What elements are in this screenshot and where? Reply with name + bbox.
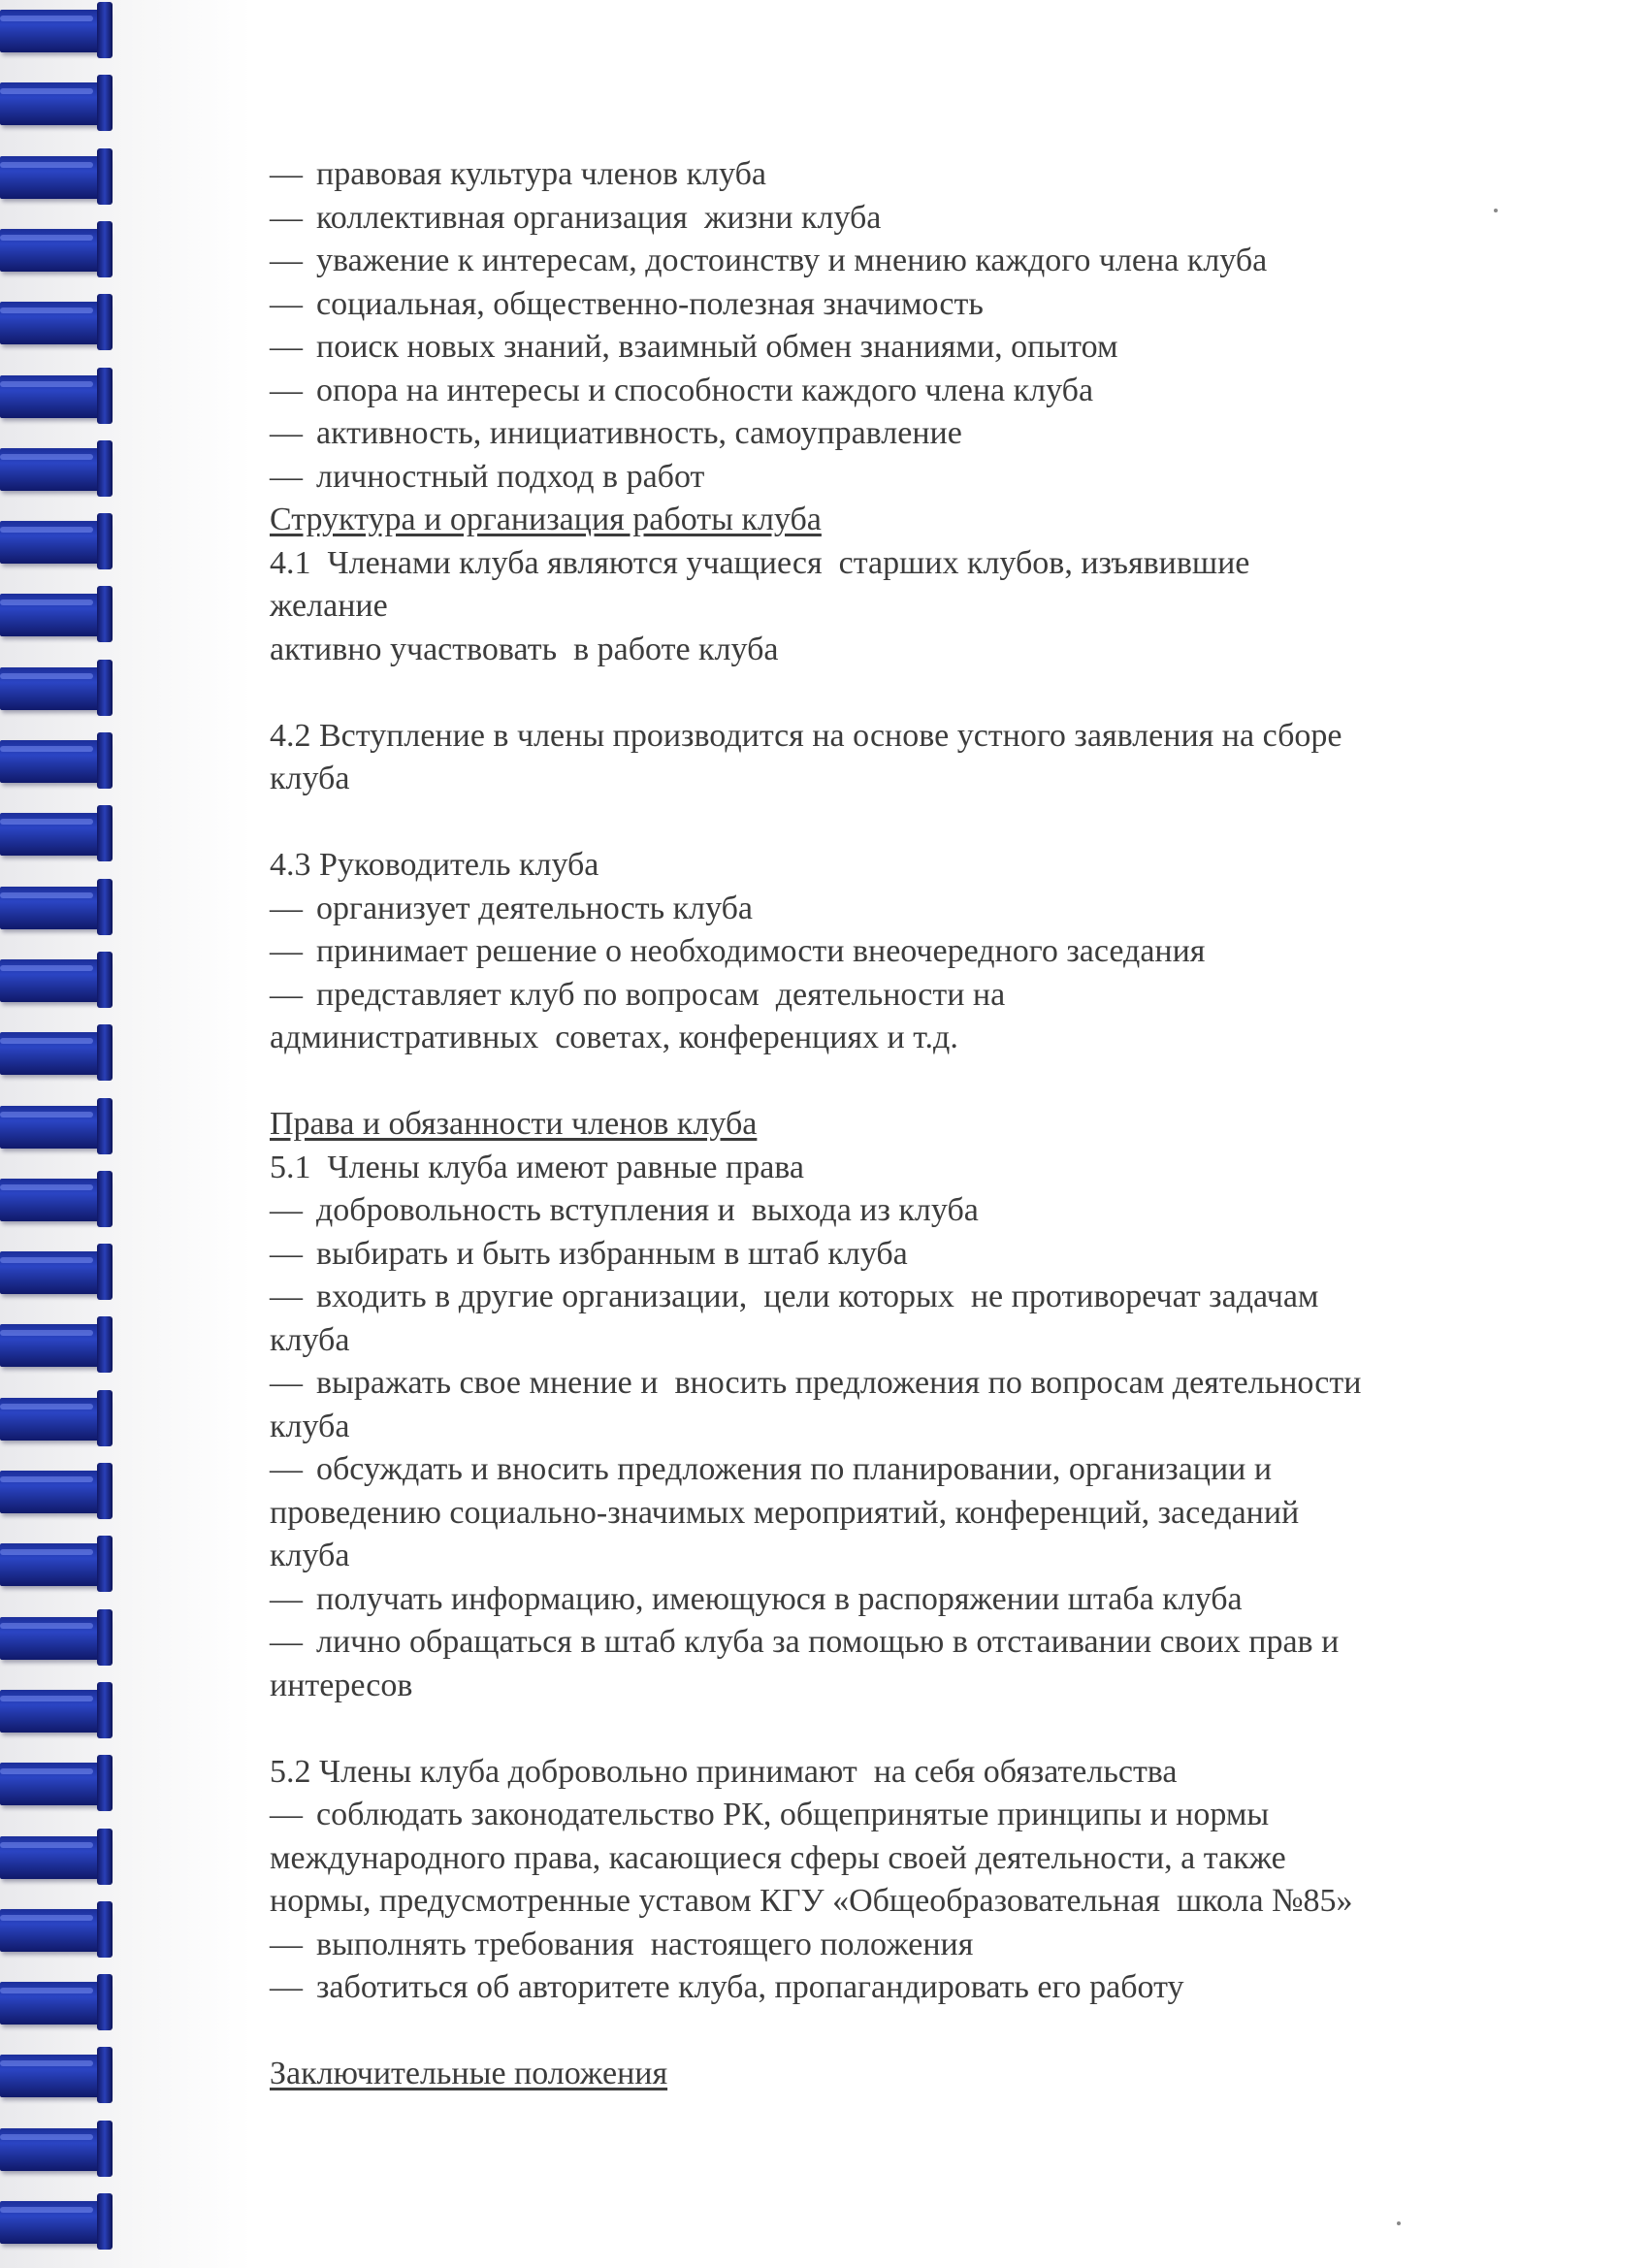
clause-5-1-item-cont: клуба	[270, 1538, 350, 1573]
binding-ring	[0, 1171, 114, 1231]
clause-5-1-item-cont: клуба	[270, 1321, 350, 1358]
binding-ring	[0, 368, 114, 428]
binding-ring	[0, 660, 114, 720]
clause-4-3: 4.3 Руководитель клуба	[270, 847, 599, 883]
binding-ring	[0, 221, 114, 281]
binding-ring	[0, 1536, 114, 1596]
clause-5-2-item: — соблюдать законодательство РК, общепринятые принципы и нормы	[270, 1797, 1270, 1832]
binding-ring	[0, 1463, 114, 1523]
blank-line	[270, 801, 1560, 845]
clause-4-1-cont: желание	[270, 588, 388, 624]
binding-ring	[0, 2121, 114, 2181]
binding-ring	[0, 75, 114, 135]
clause-5-1-item-cont: клуба	[270, 1408, 350, 1444]
blank-line	[270, 1707, 1560, 1751]
clause-5-1: 5.1 Члены клуба имеют равные права	[270, 1149, 804, 1185]
binding-ring	[0, 1390, 114, 1450]
blank-line	[270, 2010, 1560, 2054]
clause-5-1-item: — выражать свое мнение и вносить предложения по вопросам деятельности	[270, 1365, 1362, 1401]
binding-ring	[0, 1316, 114, 1377]
intro-item-5: — поиск новых знаний, взаимный обмен знаниями, опытом	[270, 329, 1118, 365]
clause-5-1-item: — добровольность вступления и выхода из клуба	[270, 1192, 979, 1228]
section-5-heading: Права и обязанности членов клуба	[270, 1106, 758, 1142]
clause-5-2: 5.2 Члены клуба добровольно принимают на себя обязательства	[270, 1753, 1178, 1790]
binding-ring	[0, 952, 114, 1012]
clause-5-1-item: — входить в другие организации, цели которых не противоречат задачам	[270, 1279, 1319, 1314]
binding-ring	[0, 2047, 114, 2107]
binding-ring	[0, 1901, 114, 1961]
clause-5-2-item-cont: международного права, касающиеся сферы своей деятельности, а также	[270, 1839, 1286, 1876]
intro-item-1: — правовая культура членов клуба	[270, 156, 766, 192]
binding-ring	[0, 1024, 114, 1085]
intro-item-6: — опора на интересы и способности каждого члена клуба	[270, 372, 1094, 408]
clause-5-1-item-cont: интересов	[270, 1667, 413, 1703]
binding-ring	[0, 513, 114, 573]
clause-5-1-item-cont: проведению социально-значимых мероприятий, конференций, заседаний	[270, 1494, 1300, 1531]
scan-speck	[1397, 2221, 1401, 2225]
intro-item-7: — активность, инициативность, самоуправление	[270, 415, 962, 451]
binding-ring	[0, 294, 114, 354]
clause-4-2: 4.2 Вступление в члены производится на основе устного заявления на сборе	[270, 717, 1342, 754]
clause-4-3-item: — принимает решение о необходимости внеочередного заседания	[270, 933, 1206, 969]
clause-5-2-item-cont: нормы, предусмотренные уставом КГУ «Общеобразовательная школа №85»	[270, 1883, 1353, 1919]
binding-ring	[0, 879, 114, 939]
binding-ring	[0, 440, 114, 501]
binding-ring	[0, 586, 114, 646]
clause-4-3-item: — представляет клуб по вопросам деятельности на	[270, 976, 1006, 1013]
clause-5-1-item: — лично обращаться в штаб клуба за помощью в отстаивании своих прав и	[270, 1624, 1340, 1660]
binding-ring	[0, 1244, 114, 1304]
binding-ring	[0, 1829, 114, 1889]
binding-ring	[0, 1609, 114, 1669]
clause-5-2-item: — выполнять требования настоящего положения	[270, 1926, 974, 1962]
clause-4-3-item: — организует деятельность клуба	[270, 890, 754, 926]
binding-ring	[0, 1755, 114, 1815]
spiral-binding	[0, 0, 121, 2268]
blank-line	[270, 671, 1560, 715]
clause-5-1-item: — получать информацию, имеющуюся в распоряжении штаба клуба	[270, 1580, 1243, 1617]
clause-5-1-item: — выбирать и быть избранным в штаб клуба	[270, 1235, 908, 1272]
intro-item-2: — коллективная организация жизни клуба	[270, 199, 882, 236]
clause-4-1: 4.1 Членами клуба являются учащиеся старших клубов, изъявившие	[270, 544, 1250, 581]
clause-4-3-item-cont: административных советах, конференциях и т.д.	[270, 1020, 958, 1055]
clause-4-2-cont: клуба	[270, 761, 350, 796]
binding-ring	[0, 2193, 114, 2253]
section-4-heading: Структура и организация работы клуба	[270, 502, 822, 537]
section-6-heading: Заключительные положения	[270, 2056, 668, 2091]
intro-item-4: — социальная, общественно-полезная значимость	[270, 285, 984, 322]
binding-ring	[0, 1098, 114, 1158]
binding-ring	[0, 1682, 114, 1742]
clause-4-1-cont: активно участвовать в работе клуба	[270, 631, 779, 667]
binding-ring	[0, 732, 114, 793]
intro-item-8: — личностный подход в работ	[270, 458, 705, 495]
binding-ring	[0, 1974, 114, 2034]
binding-ring	[0, 805, 114, 865]
binding-ring	[0, 148, 114, 209]
clause-5-2-item: — заботиться об авторитете клуба, пропагандировать его работу	[270, 1969, 1184, 2005]
intro-item-3: — уважение к интересам, достоинству и мнению каждого члена клуба	[270, 243, 1268, 278]
blank-line	[270, 1060, 1560, 1104]
binding-ring	[0, 2, 114, 62]
clause-5-1-item: — обсуждать и вносить предложения по планировании, организации и	[270, 1451, 1273, 1487]
document-text	[270, 153, 1560, 2096]
